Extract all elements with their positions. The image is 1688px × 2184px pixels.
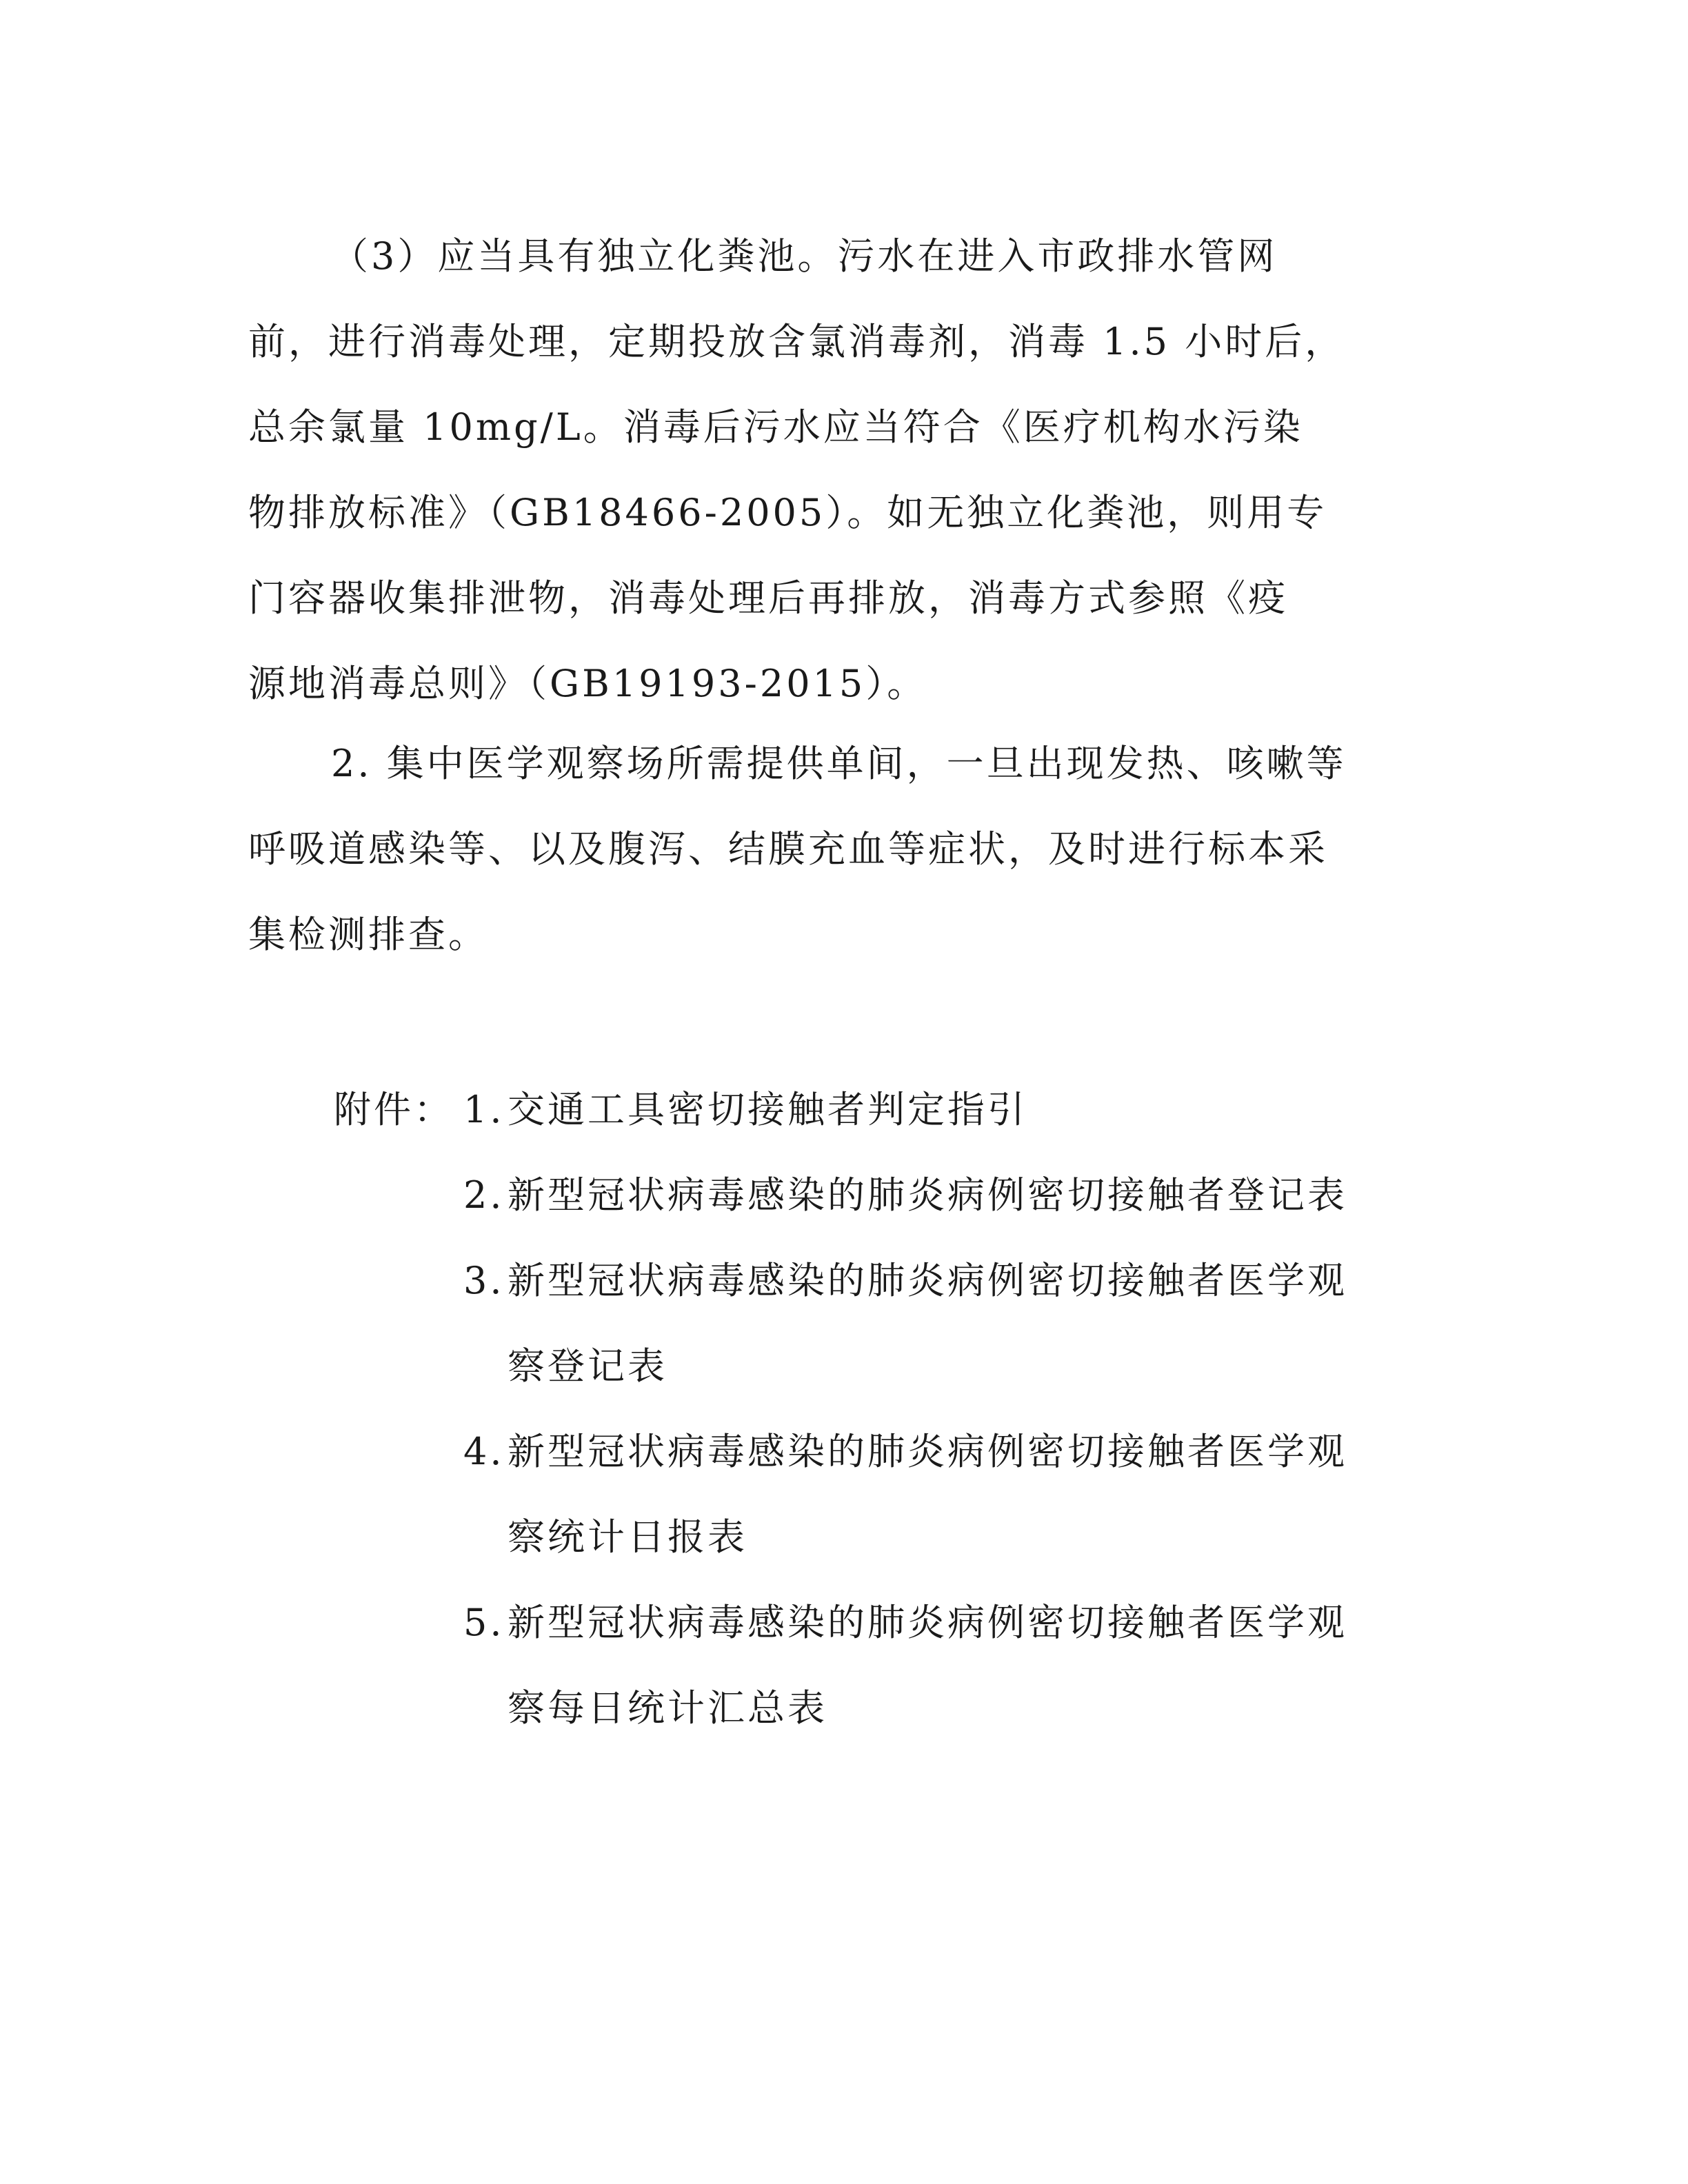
- attachment-number: 5.: [463, 1601, 505, 1644]
- paragraph-line: 门容器收集排泄物，消毒处理后再排放，消毒方式参照《疫: [248, 576, 1288, 620]
- attachment-item-5: [334, 1580, 1347, 1666]
- attachment-title-continued: 察登记表: [508, 1344, 667, 1388]
- paragraph-line: 总余氯量 10mg/L。消毒后污水应当符合《医疗机构水污染: [248, 405, 1303, 449]
- attachment-item-4: [334, 1409, 1347, 1495]
- attachment-number: 4.: [463, 1430, 505, 1473]
- attachments-label: 附件：: [334, 1088, 454, 1131]
- attachment-title: 新型冠状病毒感染的肺炎病例密切接触者医学观: [508, 1430, 1347, 1473]
- paragraph-line: （3）应当具有独立化粪池。污水在进入市政排水管网: [331, 234, 1278, 278]
- attachment-item-3: [334, 1238, 1347, 1324]
- attachment-title: 新型冠状病毒感染的肺炎病例密切接触者医学观: [508, 1601, 1347, 1644]
- attachment-number: 2.: [463, 1173, 505, 1217]
- attachment-number: 3.: [463, 1259, 505, 1302]
- attachment-number: 1.: [463, 1088, 505, 1131]
- paragraph-line: 源地消毒总则》（GB19193-2015）。: [248, 662, 927, 705]
- attachment-item-2: [334, 1153, 1347, 1238]
- paragraph-line: 前，进行消毒处理，定期投放含氯消毒剂，消毒 1.5 小时后，: [248, 320, 1345, 363]
- paragraph-single-room: [248, 721, 1420, 978]
- attachments-list: [334, 1067, 1347, 1751]
- attachment-title: 新型冠状病毒感染的肺炎病例密切接触者医学观: [508, 1259, 1347, 1302]
- paragraph-line: 2. 集中医学观察场所需提供单间，一旦出现发热、咳嗽等: [331, 742, 1347, 785]
- attachment-title: 交通工具密切接触者判定指引: [508, 1088, 1027, 1131]
- paragraph-line: 集检测排查。: [248, 913, 488, 956]
- attachment-title-continued: 察统计日报表: [508, 1515, 747, 1559]
- paragraph-line: 呼吸道感染等、以及腹泻、结膜充血等症状，及时进行标本采: [248, 827, 1328, 871]
- paragraph-disinfection-sewage: [248, 214, 1420, 727]
- attachment-title-continued: 察每日统计汇总表: [508, 1686, 827, 1730]
- attachment-item-1: [334, 1067, 1347, 1153]
- attachment-title: 新型冠状病毒感染的肺炎病例密切接触者登记表: [508, 1173, 1347, 1217]
- paragraph-line: 物排放标准》（GB18466-2005）。如无独立化粪池，则用专: [248, 491, 1327, 534]
